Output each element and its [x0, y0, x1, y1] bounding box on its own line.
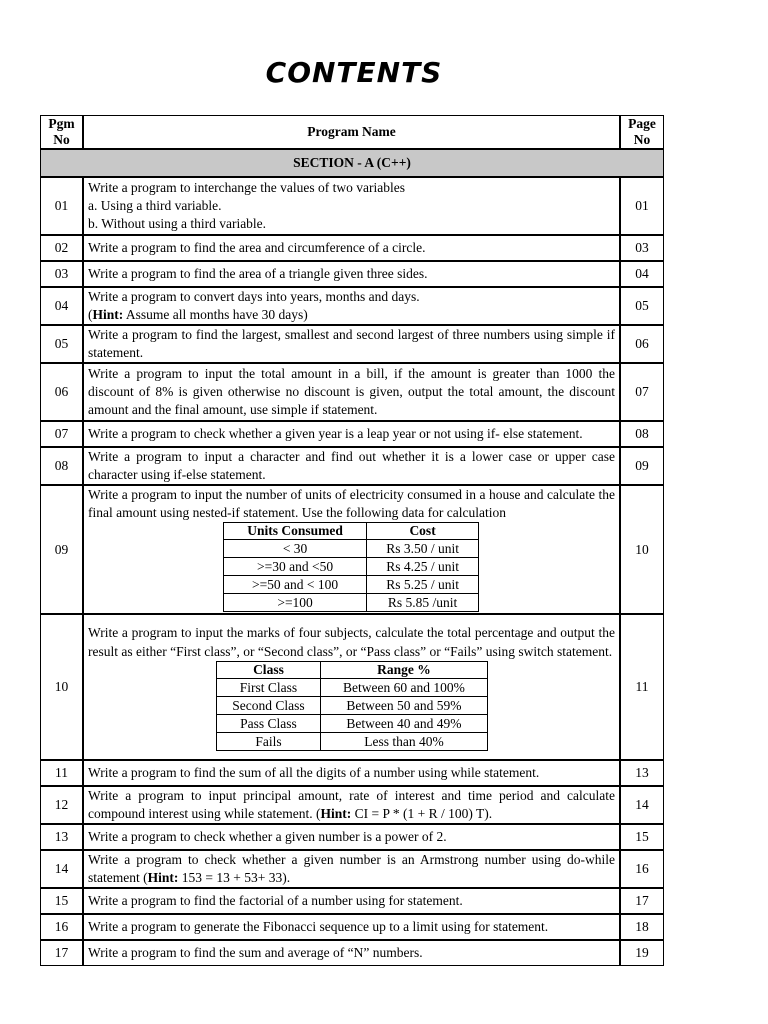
range-header: Range % — [320, 661, 487, 678]
program-name: Write a program to generate the Fibonacci sequence up to a limit using for statement. — [83, 914, 620, 940]
table-row — [40, 363, 664, 421]
cost-value: Rs 5.85 /unit — [367, 594, 479, 612]
program-name: Write a program to find the largest, smallest and second largest of three numbers using simple if statement. — [83, 325, 620, 363]
hint-label: Hint: — [320, 806, 352, 821]
section-title: SECTION - A (C++) — [40, 149, 664, 177]
program-name: Write a program to find the sum of all the digits of a number using while statement. — [83, 760, 620, 786]
range-value: Less than 40% — [320, 732, 487, 750]
class-header: Class — [217, 661, 321, 678]
program-line: Write a program to interchange the values of two variables — [88, 180, 405, 195]
program-name: Write a program to find the area and circumference of a circle. — [83, 235, 620, 261]
program-name: Write a program to find the factorial of a number using for statement. — [83, 888, 620, 914]
page-number: 15 — [620, 824, 664, 850]
program-number: 01 — [40, 177, 83, 235]
program-line: Write a program to convert days into years, months and days. — [88, 289, 420, 304]
program-name — [83, 786, 620, 824]
units-value: >=30 and <50 — [224, 558, 367, 576]
table-row — [40, 914, 664, 940]
table-row — [40, 261, 664, 287]
program-name: Write a program to find the area of a triangle given three sides. — [83, 261, 620, 287]
class-value: Second Class — [217, 696, 321, 714]
table-row — [40, 614, 664, 760]
program-number: 15 — [40, 888, 83, 914]
program-number: 14 — [40, 850, 83, 888]
hint-text: CI = P * (1 + R / 100) T). — [351, 806, 493, 821]
class-value: First Class — [217, 678, 321, 696]
class-value: Fails — [217, 732, 321, 750]
page-number: 06 — [620, 325, 664, 363]
program-number: 11 — [40, 760, 83, 786]
program-name: Write a program to input a character and find out whether it is a lower case or upper case character using if-else statement. — [83, 447, 620, 485]
program-number: 09 — [40, 485, 83, 614]
table-row — [40, 177, 664, 235]
page-number: 19 — [620, 940, 664, 966]
range-value: Between 60 and 100% — [320, 678, 487, 696]
program-number: 02 — [40, 235, 83, 261]
units-row — [224, 540, 479, 558]
program-number: 04 — [40, 287, 83, 325]
cost-value: Rs 3.50 / unit — [367, 540, 479, 558]
class-row — [217, 678, 488, 696]
table-row — [40, 485, 664, 614]
page-number: 16 — [620, 850, 664, 888]
program-number: 03 — [40, 261, 83, 287]
table-row — [40, 850, 664, 888]
section-row — [40, 149, 664, 177]
program-name — [83, 485, 620, 614]
table-row — [40, 940, 664, 966]
cost-value: Rs 5.25 / unit — [367, 576, 479, 594]
table-row — [40, 447, 664, 485]
page-number: 05 — [620, 287, 664, 325]
page-number: 03 — [620, 235, 664, 261]
program-number: 12 — [40, 786, 83, 824]
cost-header: Cost — [367, 523, 479, 540]
contents-table — [40, 115, 664, 966]
header-row — [40, 115, 664, 149]
program-name — [83, 287, 620, 325]
page-number: 18 — [620, 914, 664, 940]
program-name — [83, 850, 620, 888]
hint-text: Assume all months have 30 days) — [123, 307, 308, 322]
table-row — [40, 760, 664, 786]
range-value: Between 40 and 49% — [320, 714, 487, 732]
class-row — [217, 732, 488, 750]
page-number: 08 — [620, 421, 664, 447]
program-name — [83, 614, 620, 760]
units-header: Units Consumed — [224, 523, 367, 540]
program-number: 06 — [40, 363, 83, 421]
program-number: 13 — [40, 824, 83, 850]
program-line: a. Using a third variable. — [88, 198, 222, 213]
class-value: Pass Class — [217, 714, 321, 732]
page-number: 10 — [620, 485, 664, 614]
range-value: Between 50 and 59% — [320, 696, 487, 714]
units-row — [224, 594, 479, 612]
page-number: 04 — [620, 261, 664, 287]
program-name: Write a program to check whether a given year is a leap year or not using if- else statement. — [83, 421, 620, 447]
units-row — [224, 576, 479, 594]
program-number: 17 — [40, 940, 83, 966]
header-program-name: Program Name — [83, 115, 620, 149]
program-line: b. Without using a third variable. — [88, 216, 267, 231]
page-number: 09 — [620, 447, 664, 485]
program-text: Write a program to input principal amount, rate of interest and time period and calculate compound interest using while statement. ( — [88, 788, 615, 821]
program-number: 10 — [40, 614, 83, 760]
page-number: 17 — [620, 888, 664, 914]
program-name: Write a program to input the total amount in a bill, if the amount is greater than 1000 the discount of 8% is given otherwise no discount is given, output the total amount, the discount amount and the final amount, use simple if statement. — [83, 363, 620, 421]
program-name: Write a program to check whether a given number is a power of 2. — [83, 824, 620, 850]
program-text: Write a program to input the number of units of electricity consumed in a house and calculate the final amount using nested-if statement. Use the following data for calculation — [88, 487, 615, 520]
program-number: 07 — [40, 421, 83, 447]
table-row — [40, 824, 664, 850]
header-page-no: Page No — [620, 115, 664, 149]
page-number: 11 — [620, 614, 664, 760]
header-pgm-no: Pgm No — [40, 115, 83, 149]
hint-text: 153 = 13 + 53+ 33). — [178, 870, 291, 885]
page-number: 13 — [620, 760, 664, 786]
program-text: Write a program to input the marks of four subjects, calculate the total percentage and output the result as either “First class”, or “Second class”, or “Pass class” or “Fails” using switch statement. — [88, 624, 615, 659]
program-name — [83, 177, 620, 235]
program-number: 05 — [40, 325, 83, 363]
program-hint: (Hint: Assume all months have 30 days) — [88, 307, 308, 322]
page-number: 07 — [620, 363, 664, 421]
units-value: < 30 — [224, 540, 367, 558]
table-row — [40, 325, 664, 363]
program-name: Write a program to find the sum and average of “N” numbers. — [83, 940, 620, 966]
hint-label: Hint: — [147, 870, 179, 885]
units-value: >=50 and < 100 — [224, 576, 367, 594]
table-row — [40, 421, 664, 447]
hint-label: Hint: — [92, 307, 124, 322]
program-number: 08 — [40, 447, 83, 485]
page-number: 01 — [620, 177, 664, 235]
cost-value: Rs 4.25 / unit — [367, 558, 479, 576]
table-row — [40, 235, 664, 261]
table-row — [40, 888, 664, 914]
units-row — [224, 558, 479, 576]
units-value: >=100 — [224, 594, 367, 612]
table-row — [40, 786, 664, 824]
page-title: CONTENTS — [265, 56, 443, 89]
units-table — [223, 522, 479, 612]
class-row — [217, 714, 488, 732]
class-table — [216, 661, 488, 751]
table-row — [40, 287, 664, 325]
program-text: Write a program to check whether a given number is an Armstrong number using do-while statement ( — [88, 852, 615, 885]
page-number: 14 — [620, 786, 664, 824]
program-number: 16 — [40, 914, 83, 940]
class-row — [217, 696, 488, 714]
